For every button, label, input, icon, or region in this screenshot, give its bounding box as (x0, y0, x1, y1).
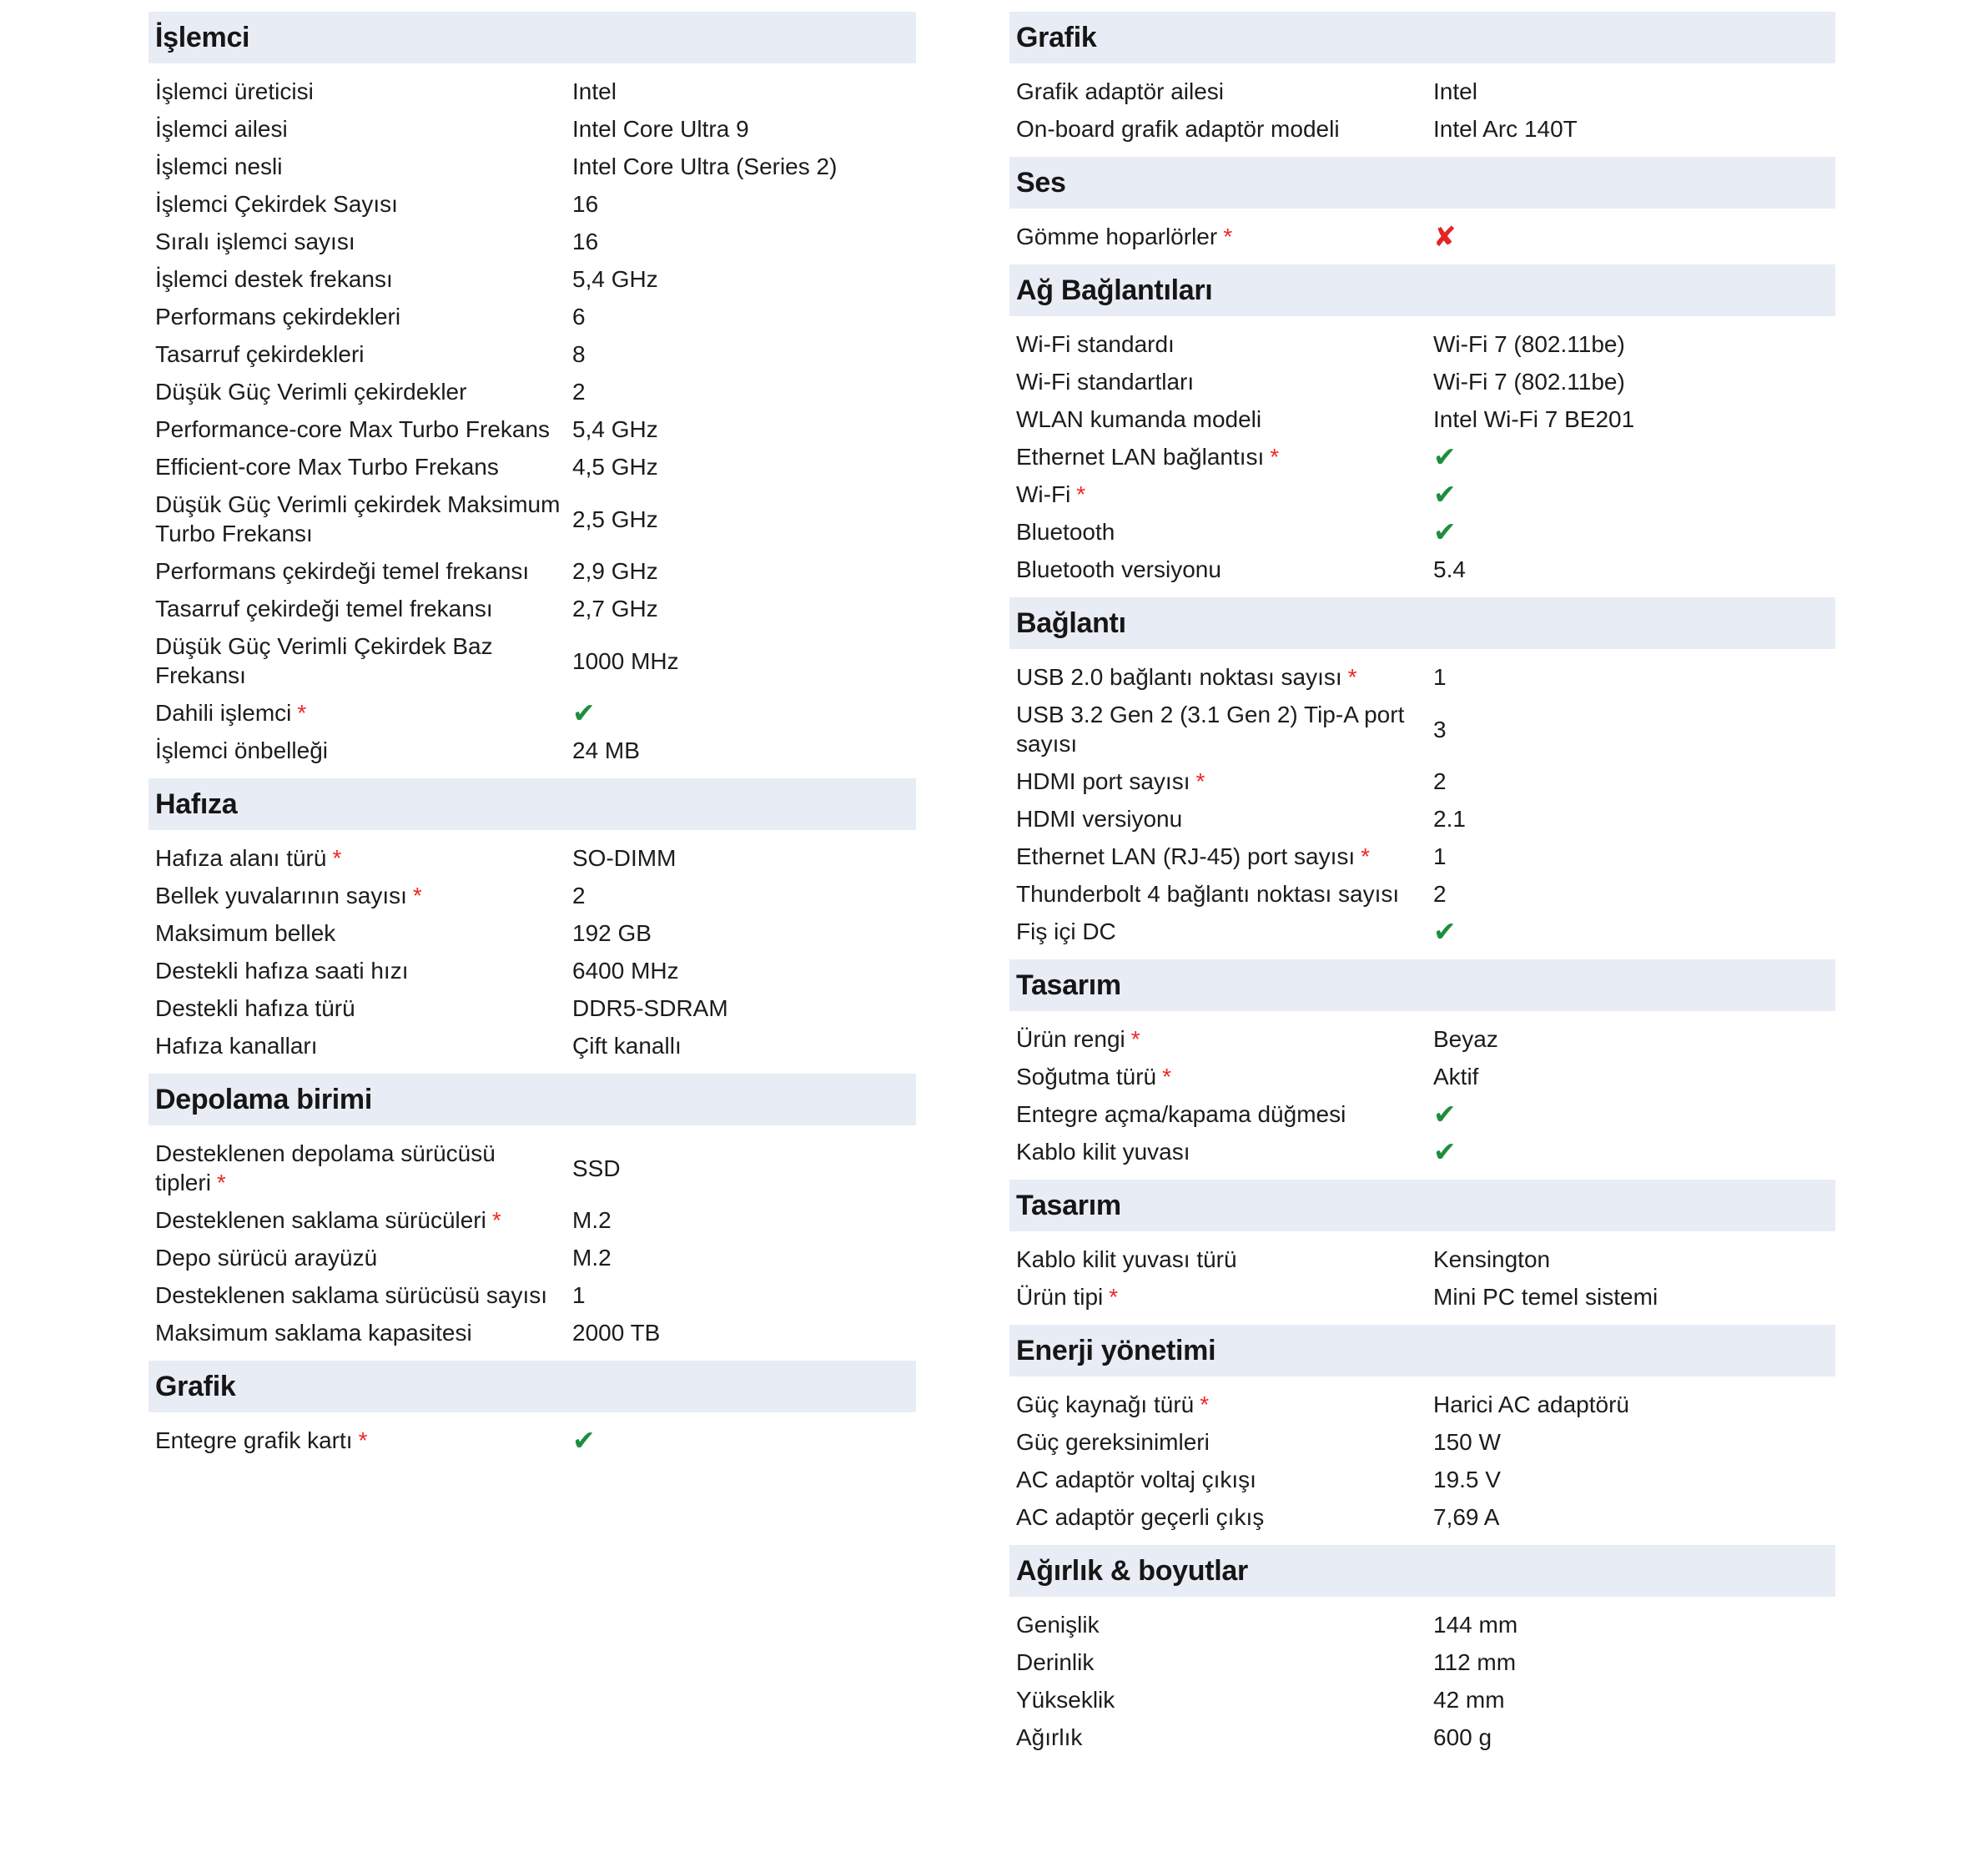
spec-label-text: USB 2.0 bağlantı noktası sayısı (1016, 664, 1342, 690)
spec-row (148, 227, 916, 256)
spec-value: 19.5 V (1433, 1467, 1501, 1492)
spec-label (1016, 1723, 1433, 1752)
spec-section (1009, 12, 1835, 143)
spec-label (1016, 662, 1433, 692)
spec-value: Wi-Fi 7 (802.11be) (1433, 369, 1625, 395)
section-header-bar (1009, 264, 1835, 316)
spec-label (155, 918, 572, 948)
spec-row (1009, 405, 1835, 434)
spec-label (155, 264, 572, 294)
spec-label (155, 152, 572, 181)
spec-label-text: HDMI port sayısı (1016, 768, 1190, 794)
check-icon: ✔ (1433, 916, 1457, 947)
spec-label (155, 1426, 572, 1455)
spec-label (155, 227, 572, 256)
spec-label (155, 415, 572, 444)
section-title: Hafıza (155, 788, 238, 820)
spec-value: 1 (1433, 843, 1447, 869)
spec-label (155, 77, 572, 106)
spec-label (1016, 222, 1433, 251)
spec-value: 3 (1433, 716, 1447, 742)
required-asterisk: * (1076, 481, 1086, 507)
spec-label (155, 452, 572, 481)
spec-label (1016, 1390, 1433, 1419)
spec-value: 5,4 GHz (572, 266, 658, 292)
spec-row (148, 1205, 916, 1235)
spec-label-text: Hafıza alanı türü (155, 845, 327, 871)
spec-value: 2 (1433, 881, 1447, 907)
spec-value: 2000 TB (572, 1320, 661, 1346)
spec-row (148, 189, 916, 219)
spec-label (1016, 77, 1433, 106)
spec-label (1016, 1245, 1433, 1274)
spec-label (155, 594, 572, 623)
spec-label-text: Güç kaynağı türü (1016, 1391, 1195, 1417)
spec-label-text: Bluetooth versiyonu (1016, 556, 1221, 582)
spec-row (148, 415, 916, 444)
spec-value: 7,69 A (1433, 1504, 1500, 1530)
spec-label (1016, 517, 1433, 546)
spec-label (1016, 1465, 1433, 1494)
spec-label (1016, 330, 1433, 359)
spec-label-text: Hafıza kanalları (155, 1033, 318, 1059)
spec-row (148, 1281, 916, 1310)
section-header-bar (1009, 1325, 1835, 1376)
spec-value: Intel Core Ultra (Series 2) (572, 153, 838, 179)
spec-row (148, 264, 916, 294)
spec-label-text: Ethernet LAN bağlantısı (1016, 444, 1265, 470)
spec-row (148, 556, 916, 586)
spec-label-text: Bluetooth (1016, 519, 1115, 545)
right-column (1009, 12, 1835, 1765)
spec-row (1009, 77, 1835, 106)
spec-value: 8 (572, 341, 586, 367)
section-header-bar (148, 12, 916, 63)
check-icon: ✔ (1433, 1136, 1457, 1167)
spec-value: Intel Wi-Fi 7 BE201 (1433, 406, 1635, 432)
spec-row (1009, 114, 1835, 143)
check-icon: ✔ (1433, 479, 1457, 510)
check-icon: ✔ (1433, 1099, 1457, 1130)
spec-value: 16 (572, 191, 599, 217)
spec-label-text: Gömme hoparlörler (1016, 224, 1218, 249)
spec-section (148, 1361, 916, 1455)
spec-value: Intel (1433, 78, 1477, 104)
spec-label-text: İşlemci nesli (155, 153, 283, 179)
spec-row (1009, 804, 1835, 833)
check-icon: ✔ (572, 697, 596, 728)
required-asterisk: * (216, 1170, 226, 1195)
required-asterisk: * (332, 845, 342, 871)
spec-label-text: Grafik adaptör ailesi (1016, 78, 1225, 104)
required-asterisk: * (491, 1207, 501, 1233)
spec-section (1009, 1545, 1835, 1752)
spec-label (1016, 1502, 1433, 1532)
spec-row (148, 881, 916, 910)
spec-label (155, 881, 572, 910)
required-asterisk: * (1162, 1064, 1172, 1090)
spec-label (155, 302, 572, 331)
spec-label (155, 632, 572, 690)
spec-section (1009, 959, 1835, 1166)
required-asterisk: * (1130, 1026, 1140, 1052)
spec-label-text: Güç gereksinimleri (1016, 1429, 1210, 1455)
spec-row (1009, 1024, 1835, 1054)
spec-label-text: Ethernet LAN (RJ-45) port sayısı (1016, 843, 1356, 869)
spec-label-text: Düşük Güç Verimli çekirdek Maksimum Turbo Frekansı (155, 491, 561, 546)
spec-row (1009, 222, 1835, 251)
spec-label (1016, 1685, 1433, 1714)
section-title: Grafik (1016, 21, 1097, 53)
spec-value: Intel (572, 78, 617, 104)
spec-row (1009, 917, 1835, 946)
spec-row (148, 843, 916, 873)
spec-value: 150 W (1433, 1429, 1501, 1455)
spec-row (1009, 700, 1835, 758)
spec-value: 6 (572, 304, 586, 330)
spec-row (1009, 767, 1835, 796)
spec-label (1016, 405, 1433, 434)
spec-value: Intel Core Ultra 9 (572, 116, 749, 142)
spec-label-text: Ürün tipi (1016, 1284, 1104, 1310)
spec-label (1016, 442, 1433, 471)
spec-value: 5,4 GHz (572, 416, 658, 442)
spec-label (1016, 1062, 1433, 1091)
spec-label (155, 994, 572, 1023)
spec-label-text: Wi-Fi standardı (1016, 331, 1175, 357)
required-asterisk: * (358, 1427, 368, 1453)
spec-row (148, 377, 916, 406)
spec-label (1016, 767, 1433, 796)
spec-row (1009, 1100, 1835, 1129)
spec-value: 2,9 GHz (572, 558, 658, 584)
spec-label (1016, 1610, 1433, 1639)
spec-label (1016, 1024, 1433, 1054)
spec-label-text: İşlemci ailesi (155, 116, 288, 142)
section-title: İşlemci (155, 21, 250, 53)
spec-section (1009, 597, 1835, 946)
spec-label-text: Desteklenen saklama sürücüsü sayısı (155, 1282, 547, 1308)
required-asterisk: * (1347, 664, 1357, 690)
section-header-bar (148, 1074, 916, 1125)
spec-label-text: Soğutma türü (1016, 1064, 1157, 1090)
spec-label-text: Derinlik (1016, 1649, 1095, 1675)
spec-row (148, 918, 916, 948)
section-header-bar (1009, 959, 1835, 1011)
section-header-bar (148, 778, 916, 830)
cross-icon: ✘ (1433, 221, 1457, 252)
spec-label-text: Thunderbolt 4 bağlantı noktası sayısı (1016, 881, 1400, 907)
section-header-bar (148, 1361, 916, 1412)
spec-label (1016, 700, 1433, 758)
spec-label (1016, 842, 1433, 871)
spec-value: 192 GB (572, 920, 652, 946)
check-icon: ✔ (1433, 441, 1457, 472)
spec-row (1009, 367, 1835, 396)
spec-label-text: USB 3.2 Gen 2 (3.1 Gen 2) Tip-A port sayısı (1016, 702, 1405, 757)
spec-value: Wi-Fi 7 (802.11be) (1433, 331, 1625, 357)
spec-value: M.2 (572, 1245, 611, 1271)
spec-value: 144 mm (1433, 1612, 1518, 1638)
spec-value: 2 (572, 379, 586, 405)
spec-label (155, 1281, 572, 1310)
required-asterisk: * (412, 883, 422, 908)
spec-row (1009, 1282, 1835, 1311)
section-title: Depolama birimi (155, 1083, 373, 1115)
spec-label-text: Performance-core Max Turbo Frekans (155, 416, 551, 442)
spec-label-text: Ağırlık (1016, 1724, 1083, 1750)
section-header-bar (1009, 1545, 1835, 1597)
spec-label-text: Depo sürücü arayüzü (155, 1245, 378, 1271)
spec-label (1016, 114, 1433, 143)
spec-section (1009, 157, 1835, 251)
spec-label-text: İşlemci önbelleği (155, 737, 328, 763)
spec-label (155, 1318, 572, 1347)
check-icon: ✔ (1433, 516, 1457, 547)
spec-label (155, 490, 572, 548)
spec-value: 2.1 (1433, 806, 1466, 832)
section-title: Grafik (155, 1370, 236, 1402)
spec-label (1016, 1427, 1433, 1457)
spec-value: 1 (572, 1282, 586, 1308)
spec-label-text: Wi-Fi (1016, 481, 1071, 507)
section-header-bar (1009, 12, 1835, 63)
spec-value: Beyaz (1433, 1026, 1498, 1052)
spec-label-text: İşlemci üreticisi (155, 78, 314, 104)
spec-row (1009, 1137, 1835, 1166)
spec-label-text: Düşük Güç Verimli Çekirdek Baz Frekansı (155, 633, 493, 688)
required-asterisk: * (297, 700, 307, 726)
spec-label-text: Düşük Güç Verimli çekirdekler (155, 379, 467, 405)
spec-row (1009, 1685, 1835, 1714)
spec-label-text: Tasarruf çekirdeği temel frekansı (155, 596, 493, 622)
required-asterisk: * (1270, 444, 1280, 470)
spec-label (155, 1139, 572, 1197)
spec-value: Kensington (1433, 1246, 1551, 1272)
spec-label (1016, 879, 1433, 908)
spec-value: 24 MB (572, 737, 640, 763)
spec-value: 1 (1433, 664, 1447, 690)
spec-row (1009, 555, 1835, 584)
spec-label-text: Dahili işlemci (155, 700, 292, 726)
spec-row (148, 1243, 916, 1272)
spec-row (148, 1139, 916, 1197)
spec-value: Çift kanallı (572, 1033, 682, 1059)
spec-value: 2 (1433, 768, 1447, 794)
required-asterisk: * (1109, 1284, 1119, 1310)
spec-label (1016, 1137, 1433, 1166)
spec-value: 2,5 GHz (572, 506, 658, 532)
spec-value: Mini PC temel sistemi (1433, 1284, 1658, 1310)
spec-label-text: Yükseklik (1016, 1687, 1115, 1713)
spec-row (1009, 1610, 1835, 1639)
section-title: Tasarım (1016, 1189, 1121, 1221)
required-asterisk: * (1223, 224, 1233, 249)
spec-value: 1000 MHz (572, 647, 679, 674)
spec-value: 2 (572, 883, 586, 908)
spec-row (148, 152, 916, 181)
spec-row (148, 1031, 916, 1060)
spec-label (155, 556, 572, 586)
spec-value: 16 (572, 229, 599, 254)
section-header-bar (1009, 597, 1835, 649)
spec-value: Harici AC adaptörü (1433, 1391, 1630, 1417)
spec-label-text: Entegre açma/kapama düğmesi (1016, 1101, 1346, 1127)
spec-value: Intel Arc 140T (1433, 116, 1578, 142)
spec-label (155, 956, 572, 985)
spec-value: 112 mm (1433, 1649, 1517, 1675)
section-header-bar (1009, 1180, 1835, 1231)
section-title: Ses (1016, 166, 1066, 199)
spec-label-text: Fiş içi DC (1016, 918, 1116, 944)
spec-label (155, 377, 572, 406)
spec-label-text: Efficient-core Max Turbo Frekans (155, 454, 499, 480)
required-asterisk: * (1361, 843, 1371, 869)
spec-label-text: On-board grafik adaptör modeli (1016, 116, 1340, 142)
left-column (148, 12, 916, 1468)
spec-label (1016, 1282, 1433, 1311)
spec-row (148, 594, 916, 623)
spec-value: 2,7 GHz (572, 596, 658, 622)
section-title: Bağlantı (1016, 606, 1126, 639)
spec-label-text: Bellek yuvalarının sayısı (155, 883, 407, 908)
spec-value: M.2 (572, 1207, 611, 1233)
spec-label (155, 698, 572, 727)
spec-label (155, 1243, 572, 1272)
spec-row (1009, 442, 1835, 471)
spec-row (148, 698, 916, 727)
spec-label (1016, 1648, 1433, 1677)
spec-row (1009, 1648, 1835, 1677)
spec-value: SO-DIMM (572, 845, 677, 871)
spec-row (148, 1318, 916, 1347)
spec-label-text: WLAN kumanda modeli (1016, 406, 1262, 432)
spec-row (148, 114, 916, 143)
spec-row (1009, 1502, 1835, 1532)
spec-row (1009, 330, 1835, 359)
spec-row (148, 956, 916, 985)
spec-label-text: Performans çekirdeği temel frekansı (155, 558, 530, 584)
spec-row (1009, 1062, 1835, 1091)
spec-row (1009, 1245, 1835, 1274)
section-title: Ağ Bağlantıları (1016, 274, 1213, 306)
spec-label (1016, 917, 1433, 946)
spec-row (1009, 517, 1835, 546)
spec-value: DDR5-SDRAM (572, 995, 728, 1021)
spec-label (155, 114, 572, 143)
spec-row (1009, 480, 1835, 509)
spec-section (1009, 264, 1835, 584)
spec-row (148, 302, 916, 331)
spec-label (155, 843, 572, 873)
spec-value: 42 mm (1433, 1687, 1505, 1713)
spec-label-text: Desteklenen depolama sürücüsü tipleri (155, 1140, 496, 1195)
spec-row (148, 77, 916, 106)
spec-label-text: Destekli hafıza türü (155, 995, 355, 1021)
spec-row (1009, 879, 1835, 908)
spec-row (148, 490, 916, 548)
spec-label-text: Desteklenen saklama sürücüleri (155, 1207, 486, 1233)
check-icon: ✔ (572, 1425, 596, 1456)
spec-label (155, 1205, 572, 1235)
spec-label (1016, 804, 1433, 833)
spec-label (155, 340, 572, 369)
required-asterisk: * (1195, 768, 1205, 794)
spec-row (148, 632, 916, 690)
spec-label-text: Kablo kilit yuvası (1016, 1139, 1190, 1165)
spec-label-text: HDMI versiyonu (1016, 806, 1183, 832)
spec-row (1009, 1427, 1835, 1457)
spec-value: 4,5 GHz (572, 454, 658, 480)
spec-row (1009, 662, 1835, 692)
spec-section (1009, 1325, 1835, 1532)
spec-value: Aktif (1433, 1064, 1479, 1090)
spec-label-text: Genişlik (1016, 1612, 1100, 1638)
spec-label (155, 1031, 572, 1060)
spec-label-text: Wi-Fi standartları (1016, 369, 1195, 395)
spec-label (155, 736, 572, 765)
spec-row (1009, 1390, 1835, 1419)
spec-label-text: Maksimum bellek (155, 920, 336, 946)
spec-section (148, 12, 916, 765)
section-title: Enerji yönetimi (1016, 1334, 1216, 1366)
spec-label-text: Kablo kilit yuvası türü (1016, 1246, 1237, 1272)
spec-section (1009, 1180, 1835, 1311)
spec-label-text: Entegre grafik kartı (155, 1427, 353, 1453)
spec-label-text: Destekli hafıza saati hızı (155, 958, 409, 984)
spec-label-text: Performans çekirdekleri (155, 304, 401, 330)
spec-label-text: Ürün rengi (1016, 1026, 1125, 1052)
spec-row (148, 994, 916, 1023)
section-title: Tasarım (1016, 969, 1121, 1001)
spec-row (1009, 1465, 1835, 1494)
spec-label (1016, 480, 1433, 509)
spec-value: 600 g (1433, 1724, 1492, 1750)
spec-label-text: Maksimum saklama kapasitesi (155, 1320, 472, 1346)
spec-row (148, 736, 916, 765)
spec-row (148, 1426, 916, 1455)
spec-label (1016, 555, 1433, 584)
spec-label (1016, 367, 1433, 396)
spec-value: 6400 MHz (572, 958, 679, 984)
section-header-bar (1009, 157, 1835, 209)
spec-label-text: Tasarruf çekirdekleri (155, 341, 365, 367)
spec-label-text: Sıralı işlemci sayısı (155, 229, 355, 254)
spec-label-text: AC adaptör geçerli çıkış (1016, 1504, 1265, 1530)
spec-section (148, 1074, 916, 1347)
spec-label (155, 189, 572, 219)
spec-section (148, 778, 916, 1060)
spec-row (148, 452, 916, 481)
spec-row (148, 340, 916, 369)
required-asterisk: * (1200, 1391, 1210, 1417)
spec-row (1009, 1723, 1835, 1752)
spec-row (1009, 842, 1835, 871)
section-title: Ağırlık & boyutlar (1016, 1554, 1248, 1587)
spec-label (1016, 1100, 1433, 1129)
spec-value: 5.4 (1433, 556, 1466, 582)
spec-label-text: AC adaptör voltaj çıkışı (1016, 1467, 1256, 1492)
spec-label-text: İşlemci destek frekansı (155, 266, 393, 292)
spec-value: SSD (572, 1155, 621, 1181)
spec-label-text: İşlemci Çekirdek Sayısı (155, 191, 398, 217)
